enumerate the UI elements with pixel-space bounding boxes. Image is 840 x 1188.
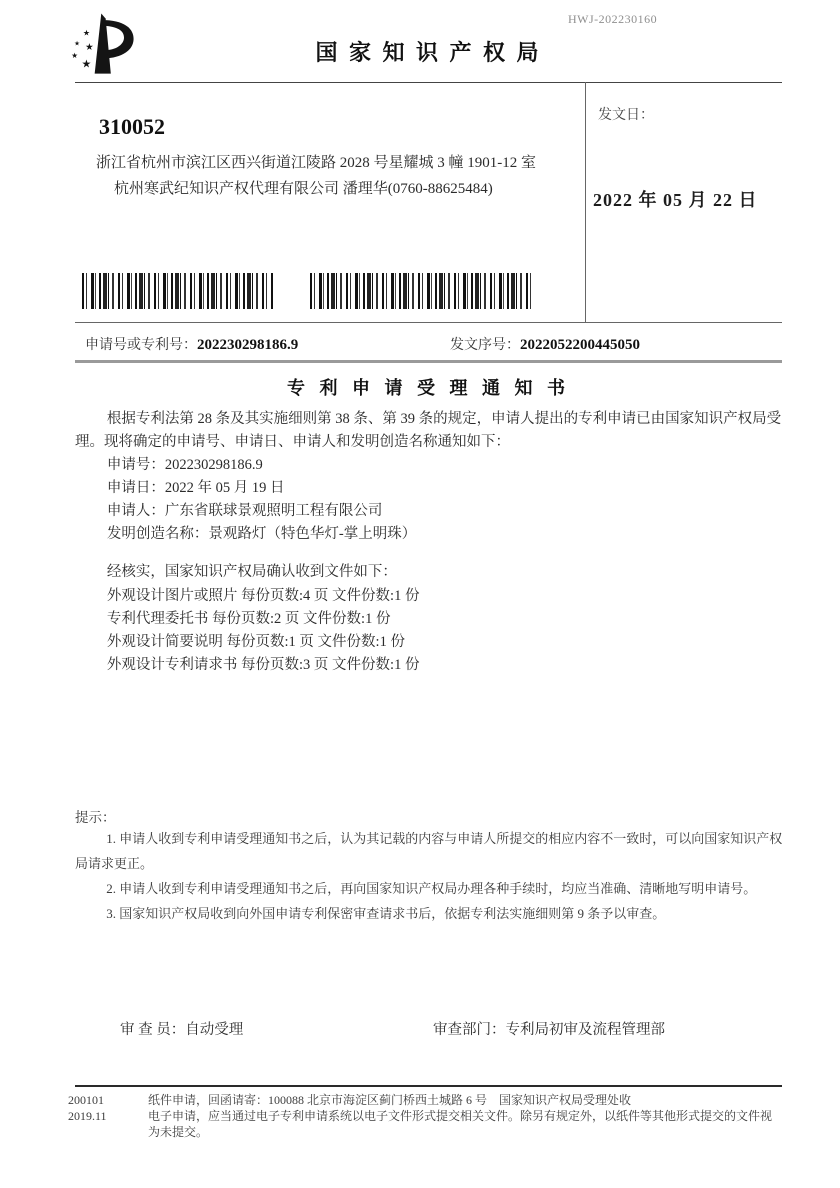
detail-application-date: 申请日：2022 年 05 月 19 日: [106, 480, 285, 496]
svg-text:★: ★: [71, 51, 78, 61]
barcode-application: [82, 273, 273, 309]
issue-date-value: 2022 年 05 月 22 日: [593, 190, 758, 210]
serial-number-label: 发文序号：: [450, 338, 520, 353]
divider-vertical: [585, 82, 586, 322]
footer-row-paper: [68, 1092, 782, 1108]
agency-title: 国 家 知 识 产 权 局: [315, 40, 542, 65]
footer-code: 2019.11: [68, 1109, 107, 1123]
tip-item: 2. 申请人收到专利申请受理通知书之后，再向国家知识产权局办理各种手续时，均应当准确、清晰地写明申请号。: [106, 881, 757, 896]
detail-applicant: 申请人：广东省联球景观照明工程有限公司: [106, 503, 383, 519]
detail-application-number: 申请号：202230298186.9: [106, 457, 263, 473]
department-group: [433, 1018, 665, 1039]
tip-item: 3. 国家知识产权局收到向外国申请专利保密审查请求书后，依据专利法实施细则第 9 条予以审查。: [106, 906, 666, 921]
tips-list: [75, 826, 783, 926]
application-details: [75, 454, 783, 546]
divider-footer: [75, 1085, 782, 1087]
recipient-address: 浙江省杭州市滨江区西兴街道江陵路 2028 号星耀城 3 幢 1901-12 室: [96, 155, 536, 171]
doc-ref-number: HWJ-202230160: [568, 12, 658, 26]
postal-code: 310052: [99, 114, 165, 139]
numbers-row: [85, 334, 782, 354]
examiner-value: 自动受理: [185, 1022, 244, 1038]
tip-item: 1. 申请人收到专利申请受理通知书之后，认为其记载的内容与申请人所提交的相应内容不一致时，可以向国家知识产权局请求更正。: [75, 831, 783, 871]
application-number-label: 申请号或专利号：: [85, 338, 197, 353]
file-item: 外观设计简要说明 每份页数:1 页 文件份数:1 份: [106, 634, 405, 650]
file-item: 外观设计图片或照片 每份页数:4 页 文件份数:1 份: [106, 588, 420, 604]
notice-title: 专 利 申 请 受 理 通 知 书: [287, 378, 570, 398]
serial-number-group: [450, 334, 640, 354]
notice-intro: 根据专利法第 28 条及其实施细则第 38 条、第 39 条的规定，申请人提出的专利申请已由国家知识产权局受理。现将确定的申请号、申请日、申请人和发明创造名称通知如下：: [75, 411, 782, 450]
divider-below-numbers: [75, 360, 782, 363]
divider-above-numbers: [75, 322, 782, 323]
svg-text:★: ★: [74, 40, 81, 48]
received-files-list: [75, 585, 783, 677]
barcode-serial: [310, 273, 533, 309]
footer-text: 纸件申请，回函请寄：100088 北京市海淀区蓟门桥西土城路 6 号 国家知识产权局受理处收: [148, 1093, 632, 1107]
footer-code: 200101: [68, 1093, 104, 1107]
recipient-agency: 杭州寒武纪知识产权代理有限公司 潘理华(0760-88625484): [114, 181, 493, 197]
received-files-intro: 经核实，国家知识产权局确认收到文件如下：: [106, 564, 397, 580]
detail-invention-name: 发明创造名称：景观路灯（特色华灯-掌上明珠）: [106, 526, 417, 542]
divider-header: [75, 82, 782, 83]
footer-row-electronic: [68, 1108, 782, 1140]
application-number-value: 202230298186.9: [197, 337, 299, 353]
svg-text:★: ★: [82, 28, 91, 38]
file-item: 专利代理委托书 每份页数:2 页 文件份数:1 份: [106, 611, 391, 627]
issue-date-label: 发文日：: [598, 108, 654, 123]
footer-notes: [68, 1092, 782, 1140]
department-value: 专利局初审及流程管理部: [505, 1022, 665, 1038]
svg-text:★: ★: [81, 58, 92, 71]
tips-label: 提示：: [75, 810, 116, 825]
footer-text: 电子申请，应当通过电子专利申请系统以电子文件形式提交相关文件。除另有规定外，以纸件等其他形式提交的文件视为未提交。: [148, 1109, 773, 1139]
department-label: 审查部门：: [433, 1022, 506, 1038]
signoff-row: [75, 1018, 782, 1039]
svg-text:★: ★: [85, 43, 94, 54]
examiner-label: 审 查 员：: [120, 1022, 186, 1038]
file-item: 外观设计专利请求书 每份页数:3 页 文件份数:1 份: [106, 657, 420, 673]
serial-number-value: 2022052200445050: [520, 337, 640, 353]
